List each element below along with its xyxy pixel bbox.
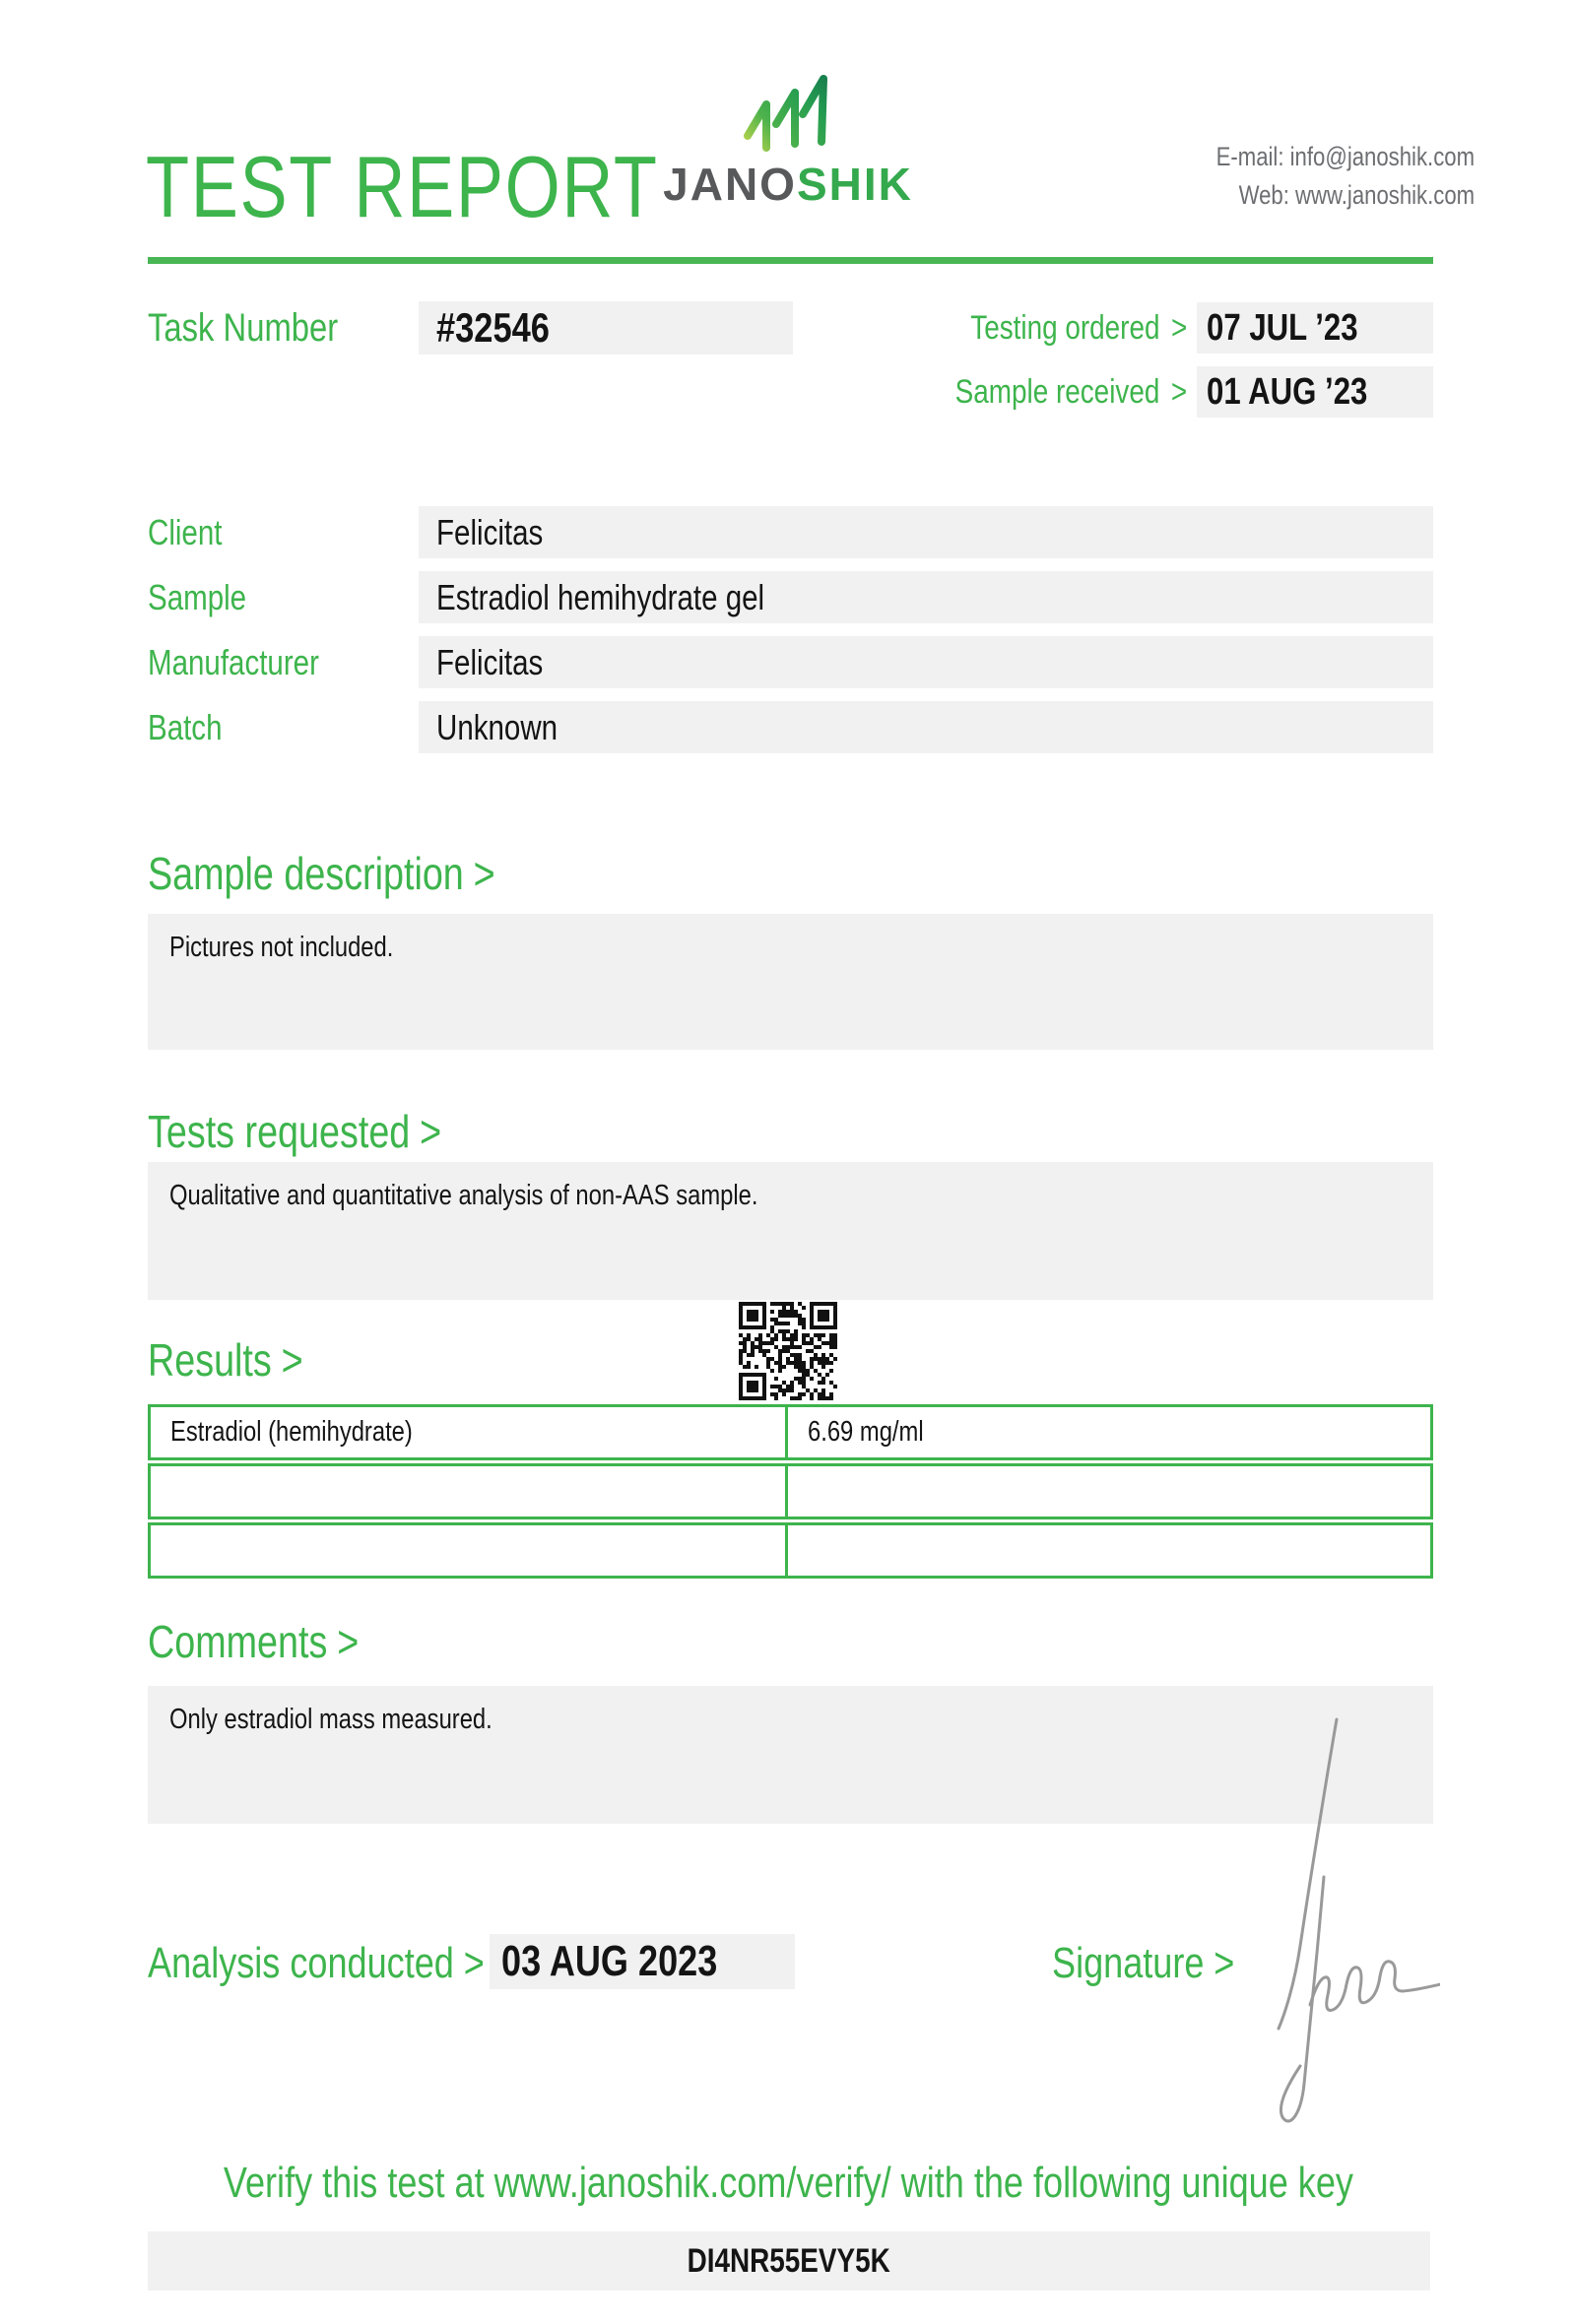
header-divider	[148, 257, 1433, 264]
contact-web: Web: www.janoshik.com	[1238, 180, 1475, 210]
tests-requested-title: Tests requested >	[148, 1106, 442, 1157]
analysis-conducted-value: 03 AUG 2023	[490, 1934, 795, 1989]
client-value: Felicitas	[419, 506, 1433, 558]
signature-image	[1253, 1700, 1440, 2153]
verify-instruction: Verify this test at www.janoshik.com/verify/ with the following unique key	[223, 2159, 1353, 2207]
unique-key-value: DI4NR55EVY5K	[148, 2231, 1430, 2291]
chevron-right-icon: >	[473, 848, 495, 899]
testing-ordered-value: 07 JUL ’23	[1197, 302, 1433, 354]
table-row	[148, 1404, 1433, 1460]
sample-received-label: Sample received >	[954, 373, 1187, 411]
growth-chart-icon	[741, 73, 835, 158]
signature-label: Signature >	[1052, 1939, 1235, 1987]
testing-ordered-label: Testing ordered >	[970, 309, 1187, 347]
contact-email: E-mail: info@janoshik.com	[1215, 142, 1475, 171]
page-title: TEST REPORT	[146, 138, 659, 235]
analysis-conducted-label: Analysis conducted >	[148, 1939, 485, 1987]
table-row	[148, 1463, 1433, 1519]
chevron-right-icon: >	[420, 1106, 442, 1157]
result-cell	[788, 1525, 1430, 1576]
logo-wordmark: JANOSHIK	[663, 159, 913, 210]
task-number-label: Task Number	[148, 306, 339, 350]
chevron-right-icon: >	[337, 1616, 360, 1667]
contact-info	[1159, 138, 1475, 215]
chevron-right-icon: >	[281, 1334, 303, 1386]
janoshik-logo	[660, 73, 916, 210]
sample-value: Estradiol hemihydrate gel	[419, 571, 1433, 623]
qr-code	[739, 1302, 837, 1400]
comments-title: Comments >	[148, 1616, 360, 1667]
table-row	[148, 1522, 1433, 1579]
sample-description-title: Sample description >	[148, 848, 495, 899]
chevron-right-icon: >	[1214, 1939, 1235, 1987]
manufacturer-label: Manufacturer	[148, 642, 319, 682]
sample-label: Sample	[148, 577, 247, 617]
chevron-right-icon: >	[463, 1939, 485, 1987]
task-number-value: #32546	[419, 301, 793, 355]
sample-received-value: 01 AUG ’23	[1197, 366, 1433, 418]
batch-label: Batch	[148, 707, 223, 747]
client-label: Client	[148, 512, 223, 552]
comments-box: Only estradiol mass measured.	[148, 1686, 1433, 1824]
batch-value: Unknown	[419, 701, 1433, 753]
analyte-cell	[151, 1525, 788, 1576]
results-title: Results >	[148, 1334, 303, 1386]
results-table	[148, 1404, 1433, 1582]
result-cell	[788, 1466, 1430, 1517]
result-cell: 6.69 mg/ml	[808, 1416, 924, 1448]
chevron-right-icon: >	[1170, 373, 1187, 411]
analyte-cell	[151, 1466, 788, 1517]
sample-description-box: Pictures not included.	[148, 914, 1433, 1050]
analyte-cell: Estradiol (hemihydrate)	[151, 1407, 788, 1457]
tests-requested-box: Qualitative and quantitative analysis of non-AAS sample.	[148, 1162, 1433, 1300]
manufacturer-value: Felicitas	[419, 636, 1433, 688]
chevron-right-icon: >	[1170, 309, 1187, 347]
